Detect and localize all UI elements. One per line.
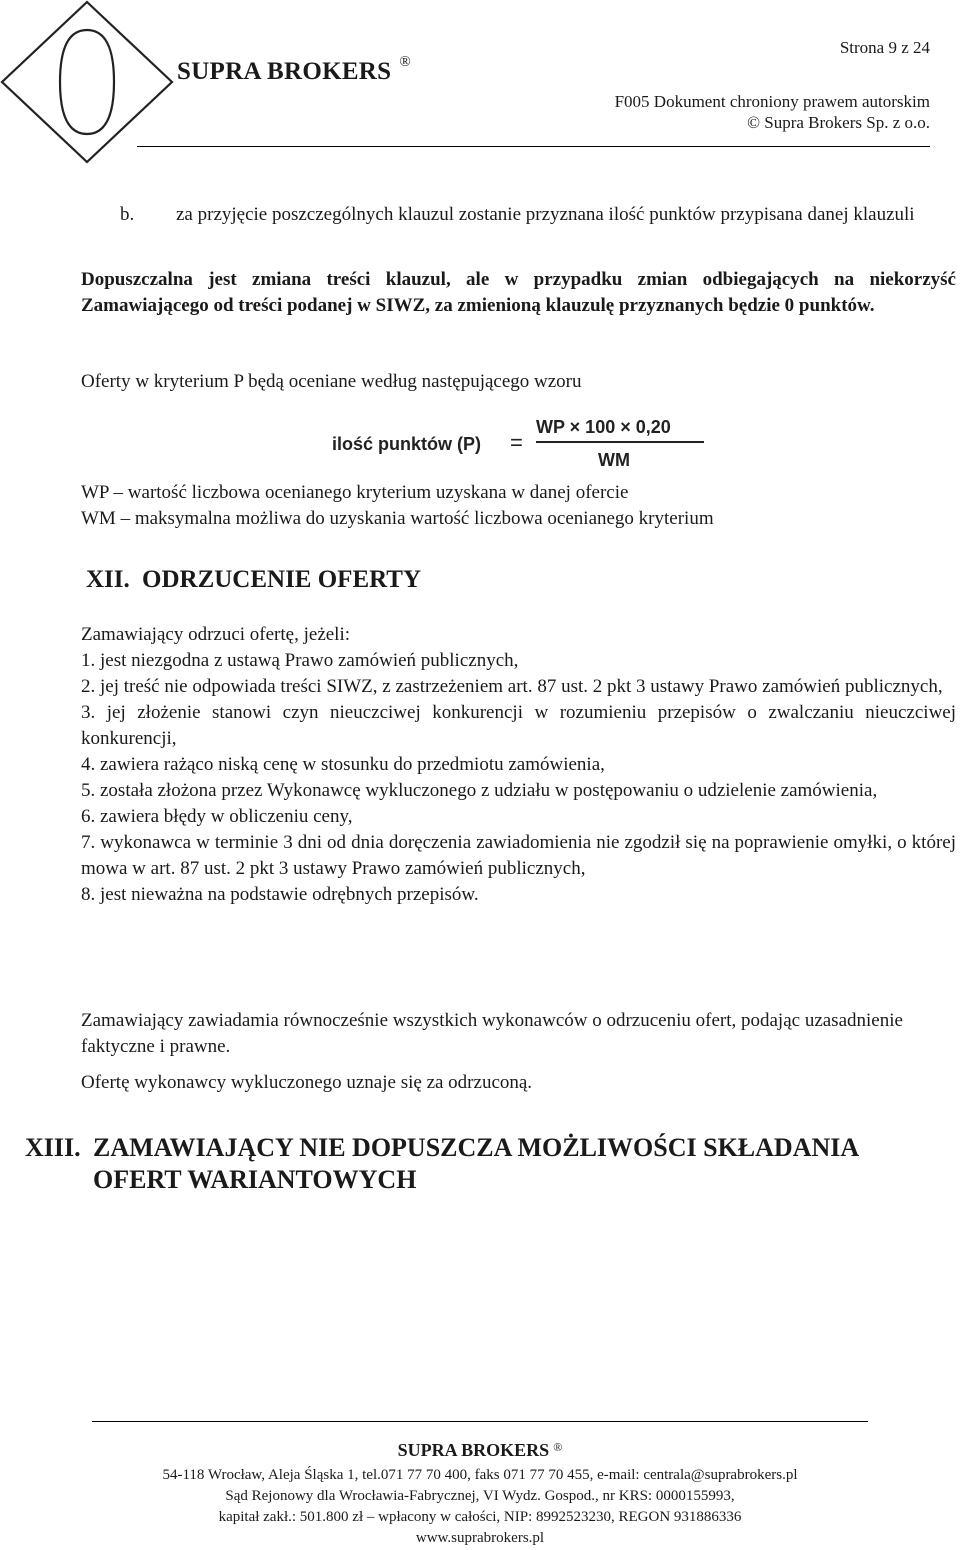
- formula-denominator: WM: [598, 450, 630, 470]
- footer-divider: [92, 1421, 868, 1422]
- copyright-notice: F005 Dokument chroniony prawem autorskim: [614, 92, 930, 111]
- list-item: 7. wykonawca w terminie 3 dni od dnia doręczenia zawiadomienia nie zgodził się na poprawienie omyłki, o której mowa w art. 87 ust. 2 pkt 3 ustawy Prawo zamówień publicznych,: [81, 832, 956, 879]
- rejection-notice: Zamawiający zawiadamia równocześnie wszystkich wykonawców o odrzuceniu ofert, podając uzasadnienie faktyczne i prawne.: [81, 1010, 903, 1057]
- list-item: 8. jest nieważna na podstawie odrębnych przepisów.: [81, 884, 479, 905]
- section-xii-heading: [86, 566, 421, 594]
- copyright-owner: © Supra Brokers Sp. z o.o.: [747, 113, 930, 132]
- bold-note: Dopuszczalna jest zmiana treści klauzul, ale w przypadku zmian odbiegających na niekorzyść Zamawiającego od treści podanej w SIWZ, za zmienioną klauzulę przyznanych będzie 0 punktów.: [81, 269, 956, 316]
- list-item: 1. jest niezgodna z ustawą Prawo zamówień publicznych,: [81, 650, 519, 671]
- section-title: ODRZUCENIE OFERTY: [142, 566, 422, 593]
- list-item-text: za przyjęcie poszczególnych klauzul zostanie przyznana ilość punktów przypisana danej klauzuli: [176, 204, 915, 225]
- rejection-intro: Zamawiający odrzuci ofertę, jeżeli:: [81, 624, 351, 645]
- header-brand: SUPRA BROKERS ®: [177, 54, 412, 85]
- footer-contact: [0, 1465, 960, 1549]
- registered-mark: ®: [399, 54, 412, 70]
- header-divider: [137, 146, 930, 147]
- formula-equals: =: [510, 430, 523, 455]
- footer-capital: kapitał zakł.: 501.800 zł – wpłacony w całości, NIP: 8992523230, REGON 931886336: [218, 1509, 742, 1525]
- definitions: [81, 480, 956, 532]
- formula-intro: Oferty w kryterium P będą oceniane według następującego wzoru: [81, 371, 582, 392]
- list-marker: b.: [120, 204, 135, 225]
- definition-wm: WM – maksymalna możliwa do uzyskania wartość liczbowa ocenianego kryterium: [81, 508, 714, 529]
- diamond-zero-logo-icon: [0, 0, 175, 165]
- footer-court: Sąd Rejonowy dla Wrocławia-Fabrycznej, VI Wydz. Gospod., nr KRS: 0000155993,: [225, 1488, 735, 1504]
- document-id: [615, 91, 930, 133]
- section-number: XII.: [86, 566, 130, 593]
- list-item: 2. jej treść nie odpowiada treści SIWZ, z zastrzeżeniem art. 87 ust. 2 pkt 3 ustawy Prawo zamówień publicznych,: [81, 676, 943, 697]
- section-xiii-number: XIII.: [25, 1133, 81, 1162]
- definition-wp: WP – wartość liczbowa ocenianego kryterium uzyskana w danej ofercie: [81, 482, 629, 503]
- section-xiii-title: ZAMAWIAJĄCY NIE DOPUSZCZA MOŻLIWOŚCI SKŁADANIA OFERT WARIANTOWYCH: [93, 1133, 860, 1194]
- footer-brand: SUPRA BROKERS ®: [397, 1440, 563, 1460]
- registered-mark: ®: [553, 1440, 563, 1454]
- list-item: 4. zawiera rażąco niską cenę w stosunku do przedmiotu zamówienia,: [81, 754, 605, 775]
- page-number: Strona 9 z 24: [839, 38, 930, 57]
- formula-lhs: ilość punktów (P): [332, 434, 482, 454]
- rejection-list-block: [81, 622, 956, 908]
- scoring-formula: [332, 414, 712, 474]
- formula-numerator: WP × 100 × 0,20: [536, 417, 671, 437]
- footer-website[interactable]: www.suprabrokers.pl: [415, 1530, 545, 1546]
- rejection-list: [81, 648, 956, 908]
- footer-address: 54-118 Wrocław, Aleja Śląska 1, tel.071 77 70 400, faks 071 77 70 455, e-mail: centrala@suprabrokers.pl: [162, 1467, 798, 1483]
- list-item: 3. jej złożenie stanowi czyn nieuczciwej konkurencji w rozumieniu przepisów o zwalczaniu nieuczciwej konkurencji,: [81, 702, 956, 749]
- list-item-b: [120, 202, 956, 228]
- excluded-offer-note: Ofertę wykonawcy wykluczonego uznaje się za odrzuconą.: [81, 1072, 533, 1093]
- list-item: 6. zawiera błędy w obliczeniu ceny,: [81, 806, 353, 827]
- list-item: 5. została złożona przez Wykonawcę wykluczonego z udziału w postępowaniu o udzielenie zamówienia,: [81, 780, 878, 801]
